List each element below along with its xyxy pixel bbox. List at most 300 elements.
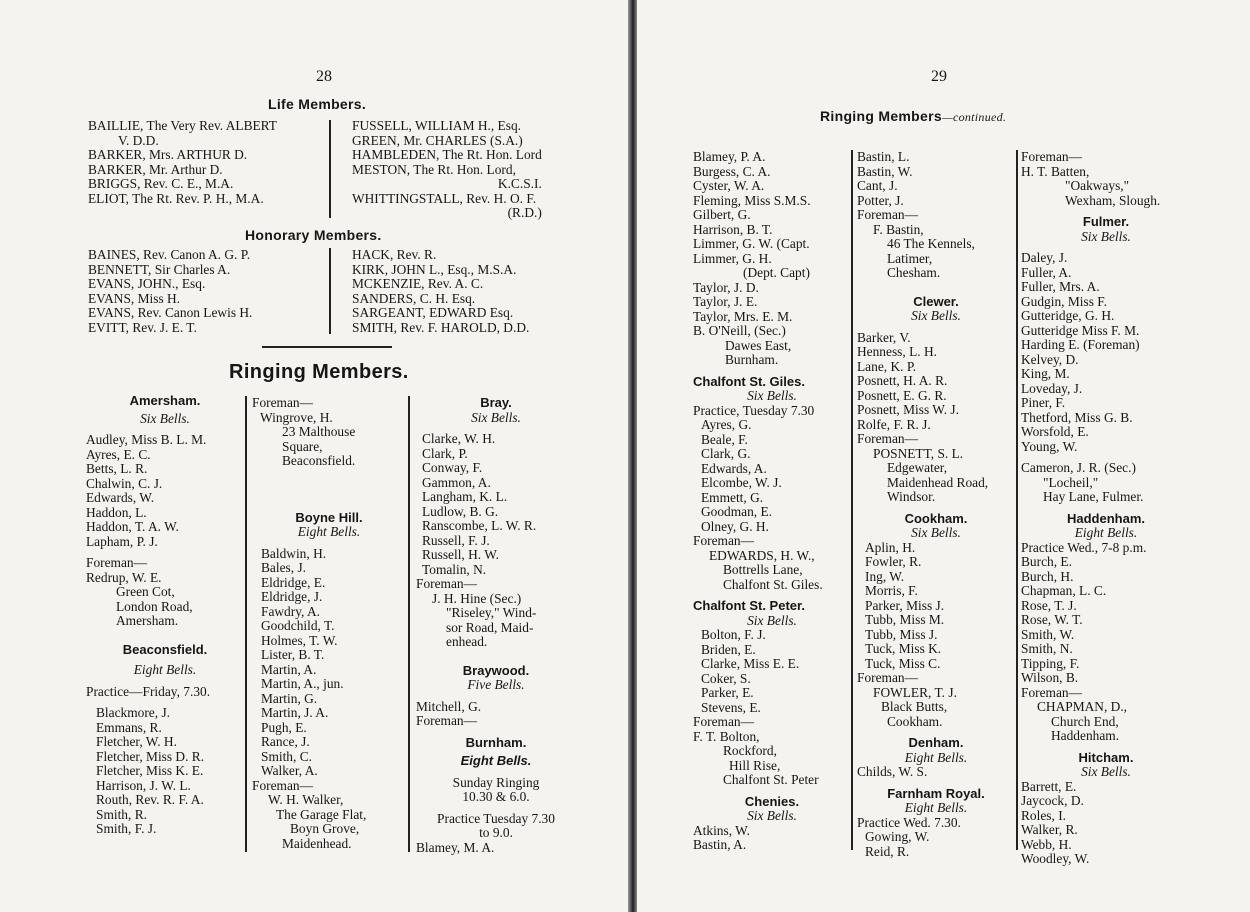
list-entry: GREEN, Mr. CHARLES (S.A.) xyxy=(352,132,523,148)
page-number-right: 29 xyxy=(931,68,947,85)
foreman-address xyxy=(1021,700,1191,744)
list-entry: Martin, G. xyxy=(261,690,318,706)
town-heading: Fulmer. xyxy=(1082,214,1130,229)
foreman-address xyxy=(1021,165,1191,209)
list-entry: "Riseley," Wind- xyxy=(446,605,537,620)
list-entry: Goodman, E. xyxy=(701,504,773,519)
foreman-label: Foreman— xyxy=(693,714,754,729)
list-entry: Dawes East, xyxy=(725,337,792,353)
foreman-address xyxy=(693,730,851,788)
town-heading: Haddenham. xyxy=(1066,510,1145,526)
list-entry: Emmans, R. xyxy=(96,719,162,735)
foreman-label: Foreman— xyxy=(1021,684,1082,700)
list-entry: Fletcher, Miss D. R. xyxy=(96,748,205,764)
list-entry: Woodley, W. xyxy=(1021,851,1090,866)
list-entry: Clark, P. xyxy=(422,445,468,461)
practice-time: to 9.0. xyxy=(479,825,513,840)
foreman-label: Foreman— xyxy=(857,431,918,446)
foreman-address xyxy=(252,793,406,851)
list-entry: Ayres, G. xyxy=(701,417,752,432)
list-entry: Smith, W. xyxy=(1021,626,1075,642)
list-entry: Harrison, J. W. L. xyxy=(96,777,191,793)
list-entry: Taylor, J. E. xyxy=(693,294,758,309)
amersham-list xyxy=(86,433,244,549)
list-entry: SMITH, Rev. F. HAROLD, D.D. xyxy=(352,319,530,335)
list-entry: (R.D.) xyxy=(507,205,542,220)
foreman-label: Foreman— xyxy=(1021,149,1082,164)
list-entry: Burch, E. xyxy=(1021,554,1072,569)
list-entry: Smith, R. xyxy=(96,806,147,822)
honorary-members-right-list xyxy=(352,248,529,335)
list-entry: Routh, Rev. R. F. A. xyxy=(96,792,204,807)
list-entry: Bastin, W. xyxy=(857,163,913,179)
town-heading: Bray. xyxy=(480,395,512,410)
list-entry: Church End, xyxy=(1051,713,1119,729)
list-entry: Latimer, xyxy=(887,250,933,266)
list-entry: Morris, F. xyxy=(865,583,918,598)
honorary-divider xyxy=(329,248,331,334)
bells-label: Eight Bells. xyxy=(904,800,968,815)
list-entry: BRIGGS, Rev. C. E., M.A. xyxy=(88,176,234,191)
list-entry: London Road, xyxy=(116,598,193,614)
list-entry: Gammon, A. xyxy=(422,474,491,490)
list-entry: Smith, F. J. xyxy=(96,821,157,836)
foreman-label: Foreman— xyxy=(857,207,918,222)
column-divider-1 xyxy=(851,150,853,850)
list-entry: Kelvey, D. xyxy=(1021,351,1079,367)
list-entry: Ludlow, B. G. xyxy=(422,503,499,519)
list-entry: Emmett, G. xyxy=(701,489,764,505)
town-heading: Burnham. xyxy=(465,734,527,750)
town-heading: Amersham. xyxy=(129,393,201,408)
list-entry: Tubb, Miss M. xyxy=(865,612,945,627)
section-rule xyxy=(262,346,392,348)
list-entry: Roles, I. xyxy=(1021,807,1067,823)
secretary-address xyxy=(1021,461,1191,505)
foreman-address xyxy=(857,686,1015,730)
list-entry: Ing, W. xyxy=(865,568,905,584)
foreman-address xyxy=(857,223,1015,281)
chalfont-st-peter-list xyxy=(693,628,851,715)
list-entry: HACK, Rev. R. xyxy=(352,247,437,262)
list-entry: B. O'Neill, (Sec.) xyxy=(693,323,786,338)
names-list xyxy=(857,150,1015,208)
list-entry: Gowing, W. xyxy=(865,829,930,844)
list-entry: Betts, L. R. xyxy=(86,461,148,476)
foreman-label: Foreman— xyxy=(693,533,754,548)
sunday-ringing: Sunday Ringing xyxy=(452,774,540,790)
list-entry: Blamey, P. A. xyxy=(693,149,766,164)
list-entry: Burnham. xyxy=(725,352,779,367)
list-entry: Edwards, W. xyxy=(86,490,155,505)
honorary-members-left-list xyxy=(88,248,252,335)
sunday-times: 10.30 & 6.0. xyxy=(462,789,530,804)
beaconsfield-list xyxy=(86,706,244,837)
list-entry: POSNETT, S. L. xyxy=(873,445,964,461)
burnham-continued-list xyxy=(693,150,851,368)
list-entry: Rose, T. J. xyxy=(1021,597,1077,613)
list-entry: Piner, F. xyxy=(1021,395,1066,410)
list-entry: Clarke, W. H. xyxy=(422,431,496,446)
bells-label: Six Bells. xyxy=(911,525,961,540)
boyne-hill-list xyxy=(252,547,406,779)
list-entry: KIRK, JOHN L., Esq., M.S.A. xyxy=(352,261,517,277)
list-entry: King, M. xyxy=(1021,366,1070,381)
list-entry: Young, W. xyxy=(1021,438,1078,454)
list-entry: Edwards, A. xyxy=(701,460,767,476)
list-entry: Cant, J. xyxy=(857,178,898,193)
list-entry: Blamey, M. A. xyxy=(416,839,495,855)
bells-label: Eight Bells. xyxy=(133,662,197,677)
town-heading: Clewer. xyxy=(913,293,959,309)
bells-label: Eight Bells. xyxy=(904,749,968,765)
list-entry: Clark, G. xyxy=(701,446,751,461)
list-entry: Smith, C. xyxy=(261,748,312,764)
continued-header xyxy=(820,108,1006,125)
right-column-3 xyxy=(1021,150,1191,867)
list-entry: Eldridge, E. xyxy=(261,574,326,590)
list-entry: Childs, W. S. xyxy=(857,764,928,779)
town-heading: Denham. xyxy=(908,735,964,750)
list-entry: sor Road, Maid- xyxy=(446,619,534,635)
list-entry: Beale, F. xyxy=(701,431,748,447)
list-entry: The Garage Flat, xyxy=(276,806,367,822)
list-entry: Green Cot, xyxy=(116,584,175,599)
list-entry: Posnett, Miss W. J. xyxy=(857,402,959,417)
list-entry: Russell, F. J. xyxy=(422,532,490,548)
list-entry: Gutteridge Miss F. M. xyxy=(1021,322,1140,338)
list-entry: Worsfold, E. xyxy=(1021,424,1089,439)
list-entry: Conway, F. xyxy=(422,460,483,475)
list-entry: Edgewater, xyxy=(887,460,948,475)
foreman-label: Foreman— xyxy=(86,555,147,570)
foreman-label: Foreman— xyxy=(252,777,313,793)
bray-list xyxy=(416,432,576,577)
left-column-2 xyxy=(252,396,406,851)
list-entry: Walker, A. xyxy=(261,763,318,778)
list-entry: Square, xyxy=(282,438,323,454)
list-entry: MESTON, The Rt. Hon. Lord, xyxy=(352,161,516,177)
list-entry: Chapman, L. C. xyxy=(1021,583,1107,598)
list-entry: Fowler, R. xyxy=(865,554,922,569)
list-entry: HAMBLEDEN, The Rt. Hon. Lord xyxy=(352,147,542,162)
bells-label: Six Bells. xyxy=(140,410,190,426)
list-entry: Bolton, F. J. xyxy=(701,627,766,642)
page-number-left: 28 xyxy=(316,68,332,85)
list-entry: Windsor. xyxy=(887,489,936,504)
header-continued: —continued. xyxy=(941,110,1007,124)
list-entry: Lapham, P. J. xyxy=(86,533,158,549)
list-entry: SANDERS, C. H. Esq. xyxy=(352,290,476,306)
practice-note: Practice Wed. 7.30. xyxy=(857,814,961,830)
list-entry: Burgess, C. A. xyxy=(693,163,771,179)
list-entry: Webb, H. xyxy=(1021,836,1072,852)
list-entry: Jaycock, D. xyxy=(1021,793,1084,808)
practice-note: Practice—Friday, 7.30. xyxy=(86,683,211,699)
list-entry: Martin, A., jun. xyxy=(261,676,344,691)
column-divider-2 xyxy=(408,396,410,852)
right-column-1 xyxy=(693,150,851,853)
list-entry: EDWARDS, H. W., xyxy=(709,547,815,563)
column-divider-2 xyxy=(1016,150,1018,850)
list-entry: Mitchell, G. xyxy=(416,698,482,714)
list-entry: V. D.D. xyxy=(118,132,159,148)
bells-label: Six Bells. xyxy=(1081,228,1131,244)
chenies-list xyxy=(693,824,851,853)
list-entry: EVITT, Rev. J. E. T. xyxy=(88,319,197,335)
list-entry: Wilson, B. xyxy=(1021,670,1079,685)
list-entry: Ranscombe, L. W. R. xyxy=(422,518,537,533)
header-text: Ringing Members xyxy=(820,108,942,124)
list-entry: Fletcher, W. H. xyxy=(96,734,177,749)
list-entry: Elcombe, W. J. xyxy=(701,475,782,490)
list-entry: Bastin, A. xyxy=(693,837,747,852)
list-entry: Cameron, J. R. (Sec.) xyxy=(1021,460,1136,475)
foreman-address xyxy=(857,447,1015,505)
list-entry: Parker, E. xyxy=(701,685,754,700)
list-entry: Hay Lane, Fulmer. xyxy=(1043,489,1144,504)
farnham-royal-list xyxy=(857,830,1015,859)
list-entry: Taylor, J. D. xyxy=(693,279,759,295)
list-entry: Reid, R. xyxy=(865,843,910,859)
bells-label: Six Bells. xyxy=(747,808,797,823)
town-heading: Chalfont St. Peter. xyxy=(693,598,805,613)
list-entry: Fuller, A. xyxy=(1021,264,1072,280)
list-entry: J. H. Hine (Sec.) xyxy=(432,590,522,606)
braywood-list xyxy=(416,700,576,715)
list-entry: Smith, N. xyxy=(1021,641,1073,656)
list-entry: Goodchild, T. xyxy=(261,618,335,633)
list-entry: Ayres, E. C. xyxy=(86,446,151,462)
list-entry: BARKER, Mr. Arthur D. xyxy=(88,161,223,177)
bells-label: Eight Bells. xyxy=(460,753,532,768)
life-members-left-list xyxy=(88,119,277,206)
list-entry: Hill Rise, xyxy=(729,757,781,773)
list-entry: Harrison, B. T. xyxy=(693,221,773,237)
list-entry: Boyn Grove, xyxy=(290,821,360,836)
list-entry: EVANS, Miss H. xyxy=(88,290,181,306)
list-entry: F. Bastin, xyxy=(873,221,924,237)
foreman-label: Foreman— xyxy=(416,576,477,591)
list-entry: Posnett, E. G. R. xyxy=(857,387,947,403)
list-entry: Potter, J. xyxy=(857,192,904,208)
bells-label: Six Bells. xyxy=(1081,764,1131,779)
list-entry: Maidenhead. xyxy=(282,835,352,851)
town-heading: Boyne Hill. xyxy=(295,509,363,525)
hitcham-list xyxy=(1021,780,1191,867)
list-entry: Gutteridge, G. H. xyxy=(1021,308,1115,323)
town-heading: Beaconsfield. xyxy=(122,641,208,657)
list-entry: MCKENZIE, Rev. A. C. xyxy=(352,276,484,291)
practice-note: Practice Wed., 7-8 p.m. xyxy=(1021,539,1147,555)
list-entry: Bastin, L. xyxy=(857,149,910,164)
list-entry: Eldridge, J. xyxy=(261,589,323,604)
list-entry: FUSSELL, WILLIAM H., Esq. xyxy=(352,118,521,133)
list-entry: Langham, K. L. xyxy=(422,489,508,504)
practice-note: Practice, Tuesday 7.30 xyxy=(693,402,815,418)
list-entry: Russell, H. W. xyxy=(422,547,500,562)
cookham-list xyxy=(857,541,1015,672)
list-entry: enhead. xyxy=(446,634,488,649)
list-entry: EVANS, Rev. Canon Lewis H. xyxy=(88,305,253,320)
list-entry: Rolfe, F. R. J. xyxy=(857,416,931,432)
practice-note: Practice Tuesday 7.30 xyxy=(437,810,555,826)
list-entry: Bottrells Lane, xyxy=(723,562,803,577)
list-entry: Rose, W. T. xyxy=(1021,612,1083,627)
list-entry: Chalfont St. Giles. xyxy=(723,576,823,592)
list-entry: Clarke, Miss E. E. xyxy=(701,656,800,671)
denham-list xyxy=(857,765,1015,780)
right-page xyxy=(637,0,1250,912)
list-entry: Briden, E. xyxy=(701,641,756,657)
list-entry: Loveday, J. xyxy=(1021,380,1083,396)
list-entry: SARGEANT, EDWARD Esq. xyxy=(352,305,514,320)
list-entry: Tuck, Miss K. xyxy=(865,641,942,656)
list-entry: Tomalin, N. xyxy=(422,561,487,577)
list-entry: Burch, H. xyxy=(1021,568,1074,584)
town-heading: Braywood. xyxy=(462,662,530,678)
list-entry: K.C.S.I. xyxy=(497,176,542,191)
list-entry: W. H. Walker, xyxy=(268,792,344,807)
list-entry: H. T. Batten, xyxy=(1021,163,1090,179)
left-column-3 xyxy=(416,396,576,855)
list-entry: Haddenham. xyxy=(1051,728,1120,743)
list-entry: 23 Malthouse xyxy=(282,424,356,439)
list-entry: BARKER, Mrs. ARTHUR D. xyxy=(88,147,248,162)
list-entry: Holmes, T. W. xyxy=(261,632,338,648)
list-entry: Fuller, Mrs. A. xyxy=(1021,279,1100,294)
chalfont-st-giles-list xyxy=(693,418,851,534)
bells-label: Six Bells. xyxy=(911,308,961,323)
foreman-label: Foreman— xyxy=(857,670,918,685)
foreman-address xyxy=(86,571,244,629)
bells-label: Eight Bells. xyxy=(297,524,361,539)
list-entry: Baldwin, H. xyxy=(261,545,327,561)
list-entry: Henness, L. H. xyxy=(857,344,937,359)
list-entry: "Locheil," xyxy=(1043,474,1099,490)
list-entry: Cookham. xyxy=(887,713,943,729)
list-entry: Fleming, Miss S.M.S. xyxy=(693,192,811,208)
town-heading: Chenies. xyxy=(744,793,800,809)
honorary-members-title: Honorary Members. xyxy=(245,227,382,243)
list-entry: Martin, J. A. xyxy=(261,705,329,720)
haddenham-list xyxy=(1021,555,1191,686)
burnham-list xyxy=(416,841,576,856)
list-entry: Coker, S. xyxy=(701,670,751,686)
list-entry: ELIOT, The Rt. Rev. P. H., M.A. xyxy=(88,190,264,206)
list-entry: Atkins, W. xyxy=(693,822,750,838)
foreman-address xyxy=(252,411,406,469)
list-entry: Haddon, L. xyxy=(86,504,147,520)
list-entry: Tubb, Miss J. xyxy=(865,626,938,642)
list-entry: Barker, V. xyxy=(857,329,911,345)
list-entry: CHAPMAN, D., xyxy=(1037,699,1128,714)
list-entry: 46 The Kennels, xyxy=(887,236,975,251)
list-entry: Walker, R. xyxy=(1021,822,1078,837)
list-entry: FOWLER, T. J. xyxy=(873,684,957,700)
list-entry: Wexham, Slough. xyxy=(1065,192,1161,208)
list-entry: Parker, Miss J. xyxy=(865,597,945,613)
town-heading: Hitcham. xyxy=(1078,749,1134,765)
list-entry: Amersham. xyxy=(116,613,179,628)
list-entry: Martin, A. xyxy=(261,661,317,677)
list-entry: Chesham. xyxy=(887,265,941,280)
list-entry: Limmer, G. H. xyxy=(693,250,772,266)
foreman-label: Foreman— xyxy=(416,713,477,728)
left-column-1 xyxy=(86,394,244,837)
list-entry: Rance, J. xyxy=(261,734,310,749)
foreman-label: Foreman— xyxy=(252,395,313,410)
list-entry: Bales, J. xyxy=(261,560,307,575)
list-entry: Lane, K. P. xyxy=(857,358,917,374)
bells-label: Six Bells. xyxy=(747,388,797,403)
list-entry: BENNETT, Sir Charles A. xyxy=(88,261,231,277)
list-entry: EVANS, JOHN., Esq. xyxy=(88,276,206,291)
list-entry: Chalfont St. Peter xyxy=(723,772,819,787)
list-entry: Chalwin, C. J. xyxy=(86,475,163,491)
list-entry: Redrup, W. E. xyxy=(86,569,162,585)
column-divider-1 xyxy=(245,396,247,852)
book-gutter xyxy=(628,0,637,912)
bells-label: Five Bells. xyxy=(467,677,525,692)
list-entry: "Oakways," xyxy=(1065,178,1130,193)
town-heading: Chalfont St. Giles. xyxy=(693,373,805,389)
list-entry: Rockford, xyxy=(723,743,777,758)
list-entry: WHITTINGSTALL, Rev. H. O. F. xyxy=(352,190,537,206)
list-entry: Fawdry, A. xyxy=(261,603,321,619)
town-heading: Cookham. xyxy=(904,510,968,526)
list-entry: Harding E. (Foreman) xyxy=(1021,337,1140,352)
list-entry: Limmer, G. W. (Capt. xyxy=(693,236,810,251)
town-heading: Farnham Royal. xyxy=(887,785,985,801)
list-entry: Haddon, T. A. W. xyxy=(86,519,179,534)
ringing-members-title: Ringing Members. xyxy=(229,361,409,383)
list-entry: Wingrove, H. xyxy=(260,409,333,425)
list-entry: Barrett, E. xyxy=(1021,778,1077,794)
foreman-address xyxy=(416,592,576,650)
life-members-right-list xyxy=(352,119,542,221)
life-members-title: Life Members. xyxy=(268,96,367,112)
fulmer-list xyxy=(1021,251,1191,454)
list-entry: Fletcher, Miss K. E. xyxy=(96,763,204,778)
list-entry: Tuck, Miss C. xyxy=(865,655,941,671)
right-column-2 xyxy=(857,150,1015,859)
life-divider xyxy=(329,120,331,218)
bells-label: Six Bells. xyxy=(747,612,797,628)
bells-label: Eight Bells. xyxy=(1074,525,1138,540)
list-entry: Beaconsfield. xyxy=(282,453,356,468)
list-entry: Olney, G. H. xyxy=(701,518,769,534)
list-entry: Tipping, F. xyxy=(1021,655,1080,671)
foreman-address xyxy=(693,549,851,593)
list-entry: Pugh, E. xyxy=(261,719,307,735)
list-entry: Aplin, H. xyxy=(865,539,916,555)
list-entry: Lister, B. T. xyxy=(261,647,325,662)
bells-label: Six Bells. xyxy=(471,409,521,425)
list-entry: Blackmore, J. xyxy=(96,705,171,720)
list-entry: F. T. Bolton, xyxy=(693,728,760,744)
list-entry: Posnett, H. A. R. xyxy=(857,373,948,388)
list-entry: BAILLIE, The Very Rev. ALBERT xyxy=(88,118,277,133)
list-entry: Gilbert, G. xyxy=(693,207,751,222)
list-entry: BAINES, Rev. Canon A. G. P. xyxy=(88,247,251,262)
list-entry: Daley, J. xyxy=(1021,250,1068,265)
list-entry: Gudgin, Miss F. xyxy=(1021,293,1107,309)
list-entry: Cyster, W. A. xyxy=(693,178,765,193)
list-entry: Thetford, Miss G. B. xyxy=(1021,409,1133,425)
list-entry: Maidenhead Road, xyxy=(887,474,989,490)
list-entry: Black Butts, xyxy=(881,699,948,714)
